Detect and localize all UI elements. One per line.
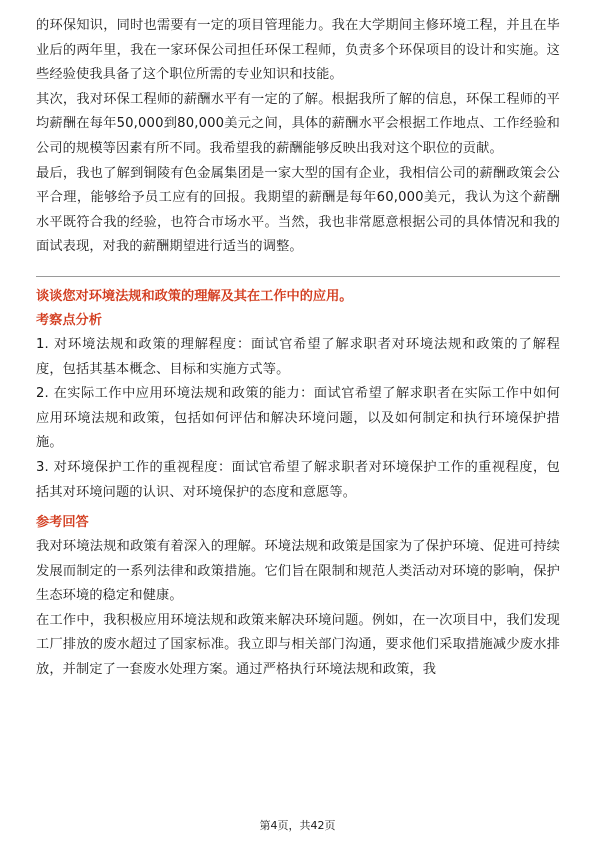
answer-paragraph: 在工作中，我积极应用环境法规和政策来解决环境问题。例如，在一次项目中，我们发现工厂排放的废水超过了国家标准。我立即与相关部门沟通，要求他们采取措施减少废水排放，并制定了一套废水处理方案。通过严格执行环境法规和政策，我 <box>36 612 560 678</box>
body-paragraph: 其次，我对环保工程师的薪酬水平有一定的了解。根据我所了解的信息，环保工程师的平均薪酬在每年50,000到80,000美元之间，具体的薪酬水平会根据工作地点、工作经验和公司的规模等因素有所不同。我希望我的薪酬能够反映出我对这个职位的贡献。 <box>36 91 560 156</box>
page-number-footer: 第4页，共42页 <box>259 819 336 832</box>
answer-paragraph: 我对环境法规和政策有着深入的理解。环境法规和政策是国家为了保护环境、促进可持续发展而制定的一系列法律和政策措施。它们旨在限制和规范人类活动对环境的影响，保护生态环境的稳定和健康。 <box>36 539 560 604</box>
section-divider <box>36 276 560 277</box>
analysis-point: 1. 对环境法规和政策的理解程度：面试官希望了解求职者对环境法规和政策的了解程度，包括其基本概念、目标和实施方式等。 <box>36 336 560 377</box>
analysis-heading: 考察点分析 <box>36 312 102 328</box>
analysis-point: 2. 在实际工作中应用环境法规和政策的能力：面试官希望了解求职者在实际工作中如何应用环境法规和政策，包括如何评估和解决环境问题，以及如何制定和执行环境保护措施。 <box>36 386 560 451</box>
body-paragraph: 最后，我也了解到铜陵有色金属集团是一家大型的国有企业，我相信公司的薪酬政策会公平合理，能够给予员工应有的回报。我期望的薪酬是每年60,000美元，我认为这个薪酬水平既符合我的经验，也符合市场水平。当然，我也非常愿意根据公司的具体情况和我的面试表现，对我的薪酬期望进行适当的调整。 <box>36 165 560 255</box>
answer-heading: 参考回答 <box>36 515 89 531</box>
question-heading: 谈谈您对环境法规和政策的理解及其在工作中的应用。 <box>36 288 353 304</box>
body-paragraph: 的环保知识，同时也需要有一定的项目管理能力。我在大学期间主修环境工程，并且在毕业后的两年里，我在一家环保公司担任环保工程师，负责多个环保项目的设计和实施。这些经验使我具备了这个职位所需的专业知识和技能。 <box>36 18 560 83</box>
analysis-point: 3. 对环境保护工作的重视程度：面试官希望了解求职者对环境保护工作的重视程度，包括其对环境问题的认识、对环境保护的态度和意愿等。 <box>36 459 560 500</box>
document-page <box>36 14 560 683</box>
